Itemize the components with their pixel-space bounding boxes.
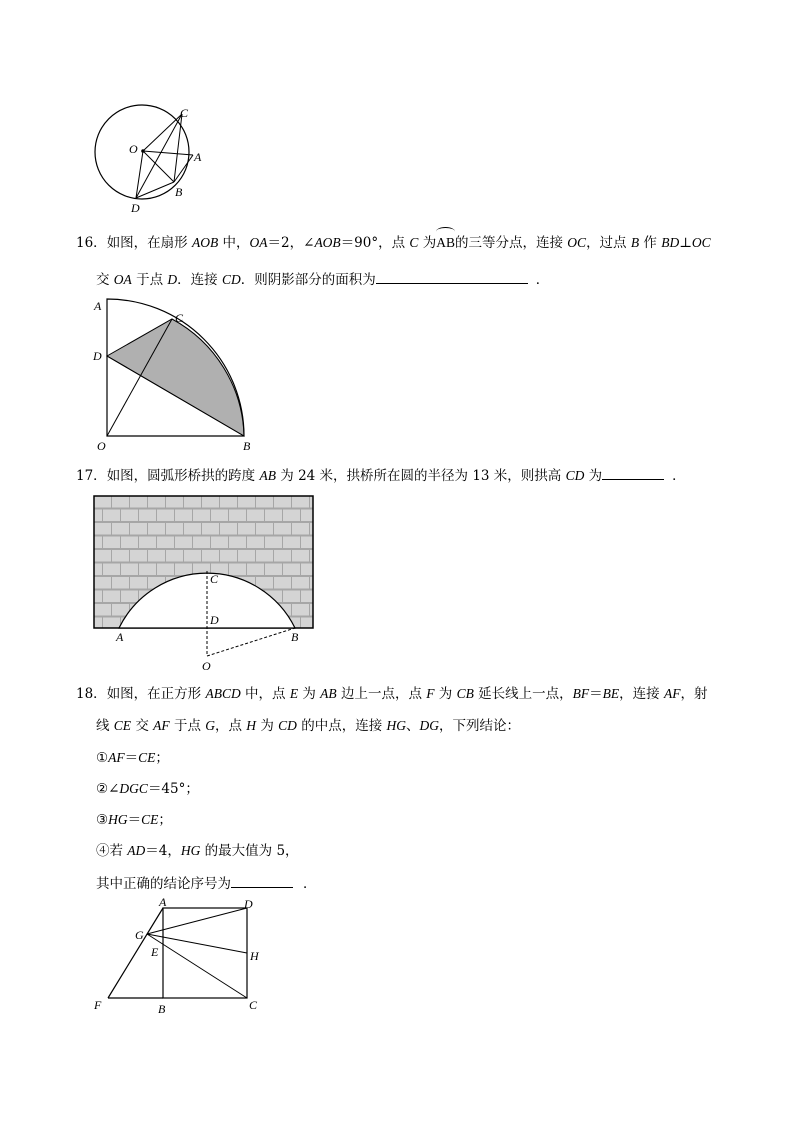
q18-answer-line: 其中正确的结论序号为 ． bbox=[96, 873, 317, 894]
q16-line2: 交 OA 于点 D．连接 CD．则阴影部分的面积为 ． bbox=[96, 269, 549, 290]
label-d: D bbox=[210, 613, 219, 627]
label-e: E bbox=[151, 945, 159, 959]
label-c: C bbox=[175, 311, 184, 325]
label-b: B bbox=[175, 185, 183, 199]
label-a: A bbox=[194, 150, 202, 164]
label-d: D bbox=[131, 201, 140, 215]
label-d: D bbox=[244, 897, 253, 911]
q16-line1: 16．如图，在扇形 AOB 中，OA＝2，∠AOB＝90°，点 C 为AB的三等分点，连接 OC，过点 B 作 BD⊥OC bbox=[76, 235, 711, 251]
arc-ab-symbol: AB bbox=[436, 233, 455, 253]
label-g: G bbox=[135, 928, 144, 942]
answer-blank-q18[interactable] bbox=[231, 873, 293, 888]
q18-conclusion-3: ③HG＝CE； bbox=[96, 812, 172, 828]
label-a: A bbox=[116, 630, 124, 644]
label-a: A bbox=[159, 897, 167, 909]
label-h: H bbox=[250, 949, 259, 963]
figure-q17-bridge bbox=[92, 494, 318, 672]
label-c: C bbox=[210, 572, 219, 586]
label-f: F bbox=[94, 998, 102, 1012]
q18-conclusion-2: ②∠DGC＝45°； bbox=[96, 781, 199, 797]
label-o: O bbox=[129, 142, 138, 156]
q17-line: 17．如图，圆弧形桥拱的跨度 AB 为 24 米，拱桥所在圆的半径为 13 米，则拱高 CD 为 ． bbox=[76, 465, 686, 486]
label-c: C bbox=[180, 106, 189, 120]
q18-line1: 18．如图，在正方形 ABCD 中，点 E 为 AB 边上一点，点 F 为 CB 延长线上一点，BF＝BE，连接 AF，射 bbox=[76, 686, 708, 702]
label-b: B bbox=[243, 439, 251, 453]
answer-blank-q16[interactable] bbox=[376, 269, 528, 284]
label-b: B bbox=[291, 630, 299, 644]
label-c: C bbox=[249, 998, 258, 1012]
q18-line2: 线 CE 交 AF 于点 G，点 H 为 CD 的中点，连接 HG、DG，下列结论： bbox=[96, 718, 520, 734]
label-a: A bbox=[94, 299, 102, 313]
answer-blank-q17[interactable] bbox=[602, 465, 664, 480]
figure-q18-square bbox=[88, 897, 273, 1019]
figure-q16-sector bbox=[88, 298, 263, 456]
label-d: D bbox=[93, 349, 102, 363]
label-o: O bbox=[202, 659, 211, 672]
figure-q15-circle bbox=[86, 100, 206, 220]
label-b: B bbox=[158, 1002, 166, 1016]
q18-conclusion-4: ④若 AD＝4，HG 的最大值为 5， bbox=[96, 843, 299, 859]
q18-conclusion-1: ①AF＝CE； bbox=[96, 750, 169, 766]
label-o: O bbox=[97, 439, 106, 453]
